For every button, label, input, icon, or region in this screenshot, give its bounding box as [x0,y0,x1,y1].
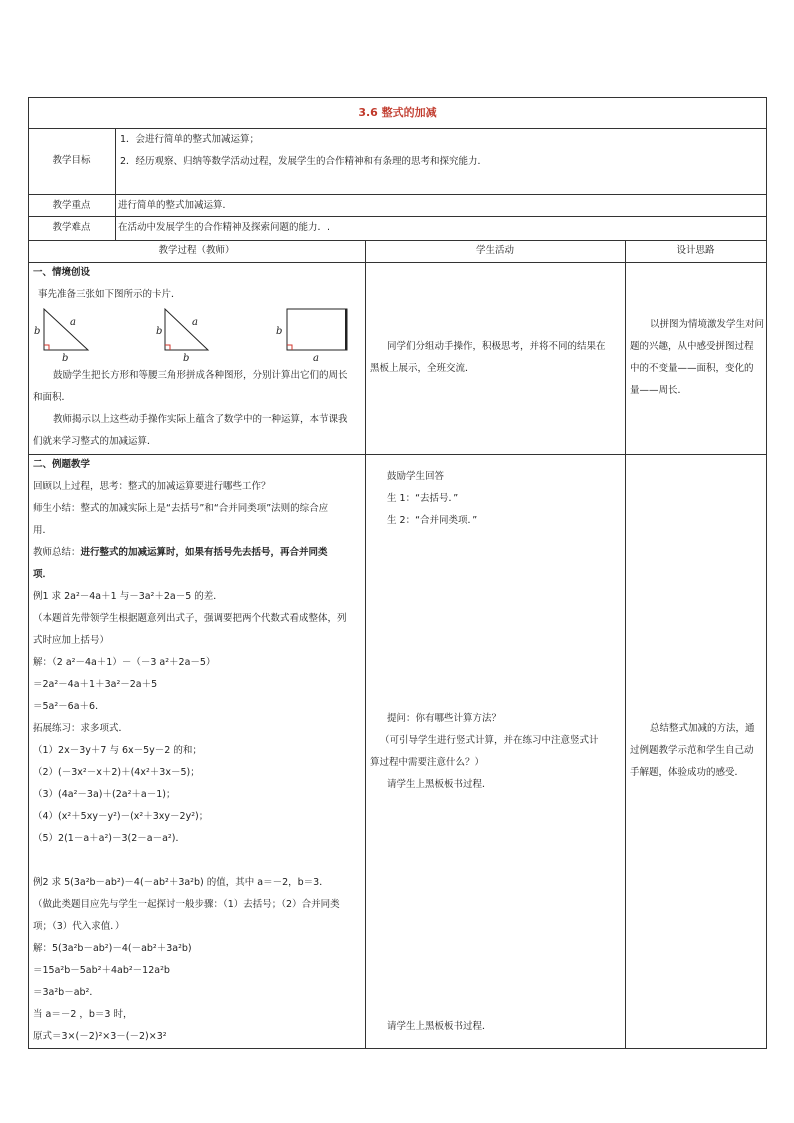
triangle1-label-b-base: b [62,353,69,364]
column-header-student: 学生活动 [475,245,514,256]
triangle1-label-a: a [70,317,76,328]
rectangle-label-a: a [313,353,319,364]
teacher-summary-line-2: 项． [33,569,53,580]
section2-student-board: 请学生上黑板板书过程． [387,1021,492,1032]
triangle1-label-b-side: b [34,326,41,337]
summary-prefix: 教师总结： [33,547,81,558]
ex1-line-10: （3）(4a²－3a)＋(2a²＋a－1)； [33,789,176,800]
ex1-line-8: （1）2x－3y＋7 与 6x－5y－2 的和； [33,745,202,756]
section1-heading: 一、情境创设 [33,267,91,278]
ex2-line-4: 解：5(3a²b－ab²)－4(－ab²＋3a²b) [33,943,192,954]
ex1-line-5: ＝2a²－4a＋1＋3a²－2a＋5 [33,679,158,690]
ex2-line-2: （做此类题目应先与学生一起探讨一般步骤：（1）去括号；（2）合并同类 [33,899,340,910]
key-point-text: 进行简单的整式加减运算． [118,200,233,211]
teacher-summary-line-1 [33,546,328,560]
objective-line-1: 1．会进行简单的整式加减运算； [120,134,260,145]
section2-design-3: 手解题，体验成功的感受． [630,767,745,778]
difficulty-label: 教学难点 [52,222,91,233]
objective-line-2: 2．经历观察、归纳等数学活动过程，发展学生的合作精神和有条理的思考和探究能力． [120,156,488,167]
ex1-line-4: 解：（2 a²－4a＋1）－（－3 a²＋2a－5） [33,657,216,668]
section2-design-2: 过例题教学示范和学生自己动 [630,745,754,756]
section2-heading: 二、例题教学 [33,459,91,470]
section2-question-4: 请学生上黑板板书过程． [387,779,492,790]
page-title: 3.6 整式的加减 [358,106,437,119]
ex2-line-1: 例2 求 5(3a²b－ab²)－4(－ab²＋3a²b) 的值，其中 a＝－2，b＝3． [33,877,329,888]
section1-line-1: 鼓励学生把长方形和等腰三角形拼成各种图形，分别计算出它们的周长 [53,370,348,381]
ex1-line-3: 式时应加上括号） [33,635,110,646]
section1-design-1: 以拼图为情境激发学生对问 [650,319,765,330]
section2-student-1: 鼓励学生回答 [387,471,445,482]
section2-student-3: 生 2：“合并同类项．” [387,515,478,526]
section2-design-1: 总结整式加减的方法，通 [650,723,755,734]
ex2-line-3: 项；（3）代入求值．） [33,921,125,932]
section2-line-2: 师生小结：整式的加减实际上是“去括号”和“合并同类项”法则的综合应 [33,503,329,514]
section2-line-3: 用． [33,525,53,536]
ex1-line-11: （4）(x²＋5xy－y²)－(x²＋3xy－2y²)； [33,811,209,822]
section2-student-2: 生 1：“去括号．” [387,493,459,504]
section2-line-1: 回顾以上过程，思考：整式的加减运算要进行哪些工作？ [33,481,271,492]
ex1-line-6: ＝5a²－6a＋6． [33,701,105,712]
triangle2-label-b-base: b [183,353,190,364]
section1-student-2: 黑板上展示，全班交流． [370,363,475,374]
triangle-card-2 [156,309,208,364]
ex1-line-12: （5）2(1－a＋a²)－3(2－a－a²)． [33,833,185,844]
triangle2-label-a: a [192,317,198,328]
ex2-line-8: 原式＝3×(－2)²×3－(－2)×3² [33,1031,167,1042]
section1-design-2: 题的兴趣，从中感受拼图过程 [630,341,754,352]
ex2-line-6: ＝3a²b－ab²． [33,987,99,998]
section1-design-4: 量——周长． [630,385,688,396]
ex1-line-1: 例1 求 2a²－4a＋1 与－3a²＋2a－5 的差． [33,591,223,602]
section1-line-3: 教师揭示以上这些动手操作实际上蕴含了数学中的一种运算，本节课我 [53,414,348,425]
section1-student-1: 同学们分组动手操作，积极思考，并将不同的结果在 [387,341,606,352]
ex2-line-5: ＝15a²b－5ab²＋4ab²－12a²b [33,965,170,976]
ex2-line-7: 当 a＝－2 ，b＝3 时， [33,1009,133,1020]
cards-figure [30,304,360,366]
key-point-label: 教学重点 [52,200,91,211]
column-header-design: 设计思路 [676,245,715,256]
section2-question-3: 算过程中需要注意什么？） [370,757,485,768]
ex1-line-2: （本题首先带领学生根据题意列出式子，强调要把两个代数式看成整体，列 [33,613,347,624]
section1-intro: 事先准备三张如下图所示的卡片． [38,289,181,300]
section2-question-2: （可引导学生进行竖式计算，并在练习中注意竖式计 [380,735,599,746]
triangle2-label-b-side: b [156,326,163,337]
ex1-line-7: 拓展练习：求多项式． [33,723,129,734]
column-header-teacher: 教学过程（教师） [158,245,235,256]
triangle-card-1 [34,309,88,364]
rectangle-card [276,309,347,364]
section2-question-1: 提问：你有哪些计算方法？ [387,713,502,724]
difficulty-text: 在活动中发展学生的合作精神及探索问题的能力．. [118,222,331,233]
section1-design-3: 中的不变量——面积，变化的 [630,363,754,374]
rectangle-label-b: b [276,326,283,337]
section1-line-2: 和面积． [33,392,72,403]
ex1-line-9: （2）(－3x²－x＋2)＋(4x²＋3x－5)； [33,767,200,778]
section1-line-4: 们就来学习整式的加减运算． [33,436,157,447]
summary-bold-1: 进行整式的加减运算时，如果有括号先去括号，再合并同类 [80,547,328,558]
objectives-label: 教学目标 [52,155,91,166]
